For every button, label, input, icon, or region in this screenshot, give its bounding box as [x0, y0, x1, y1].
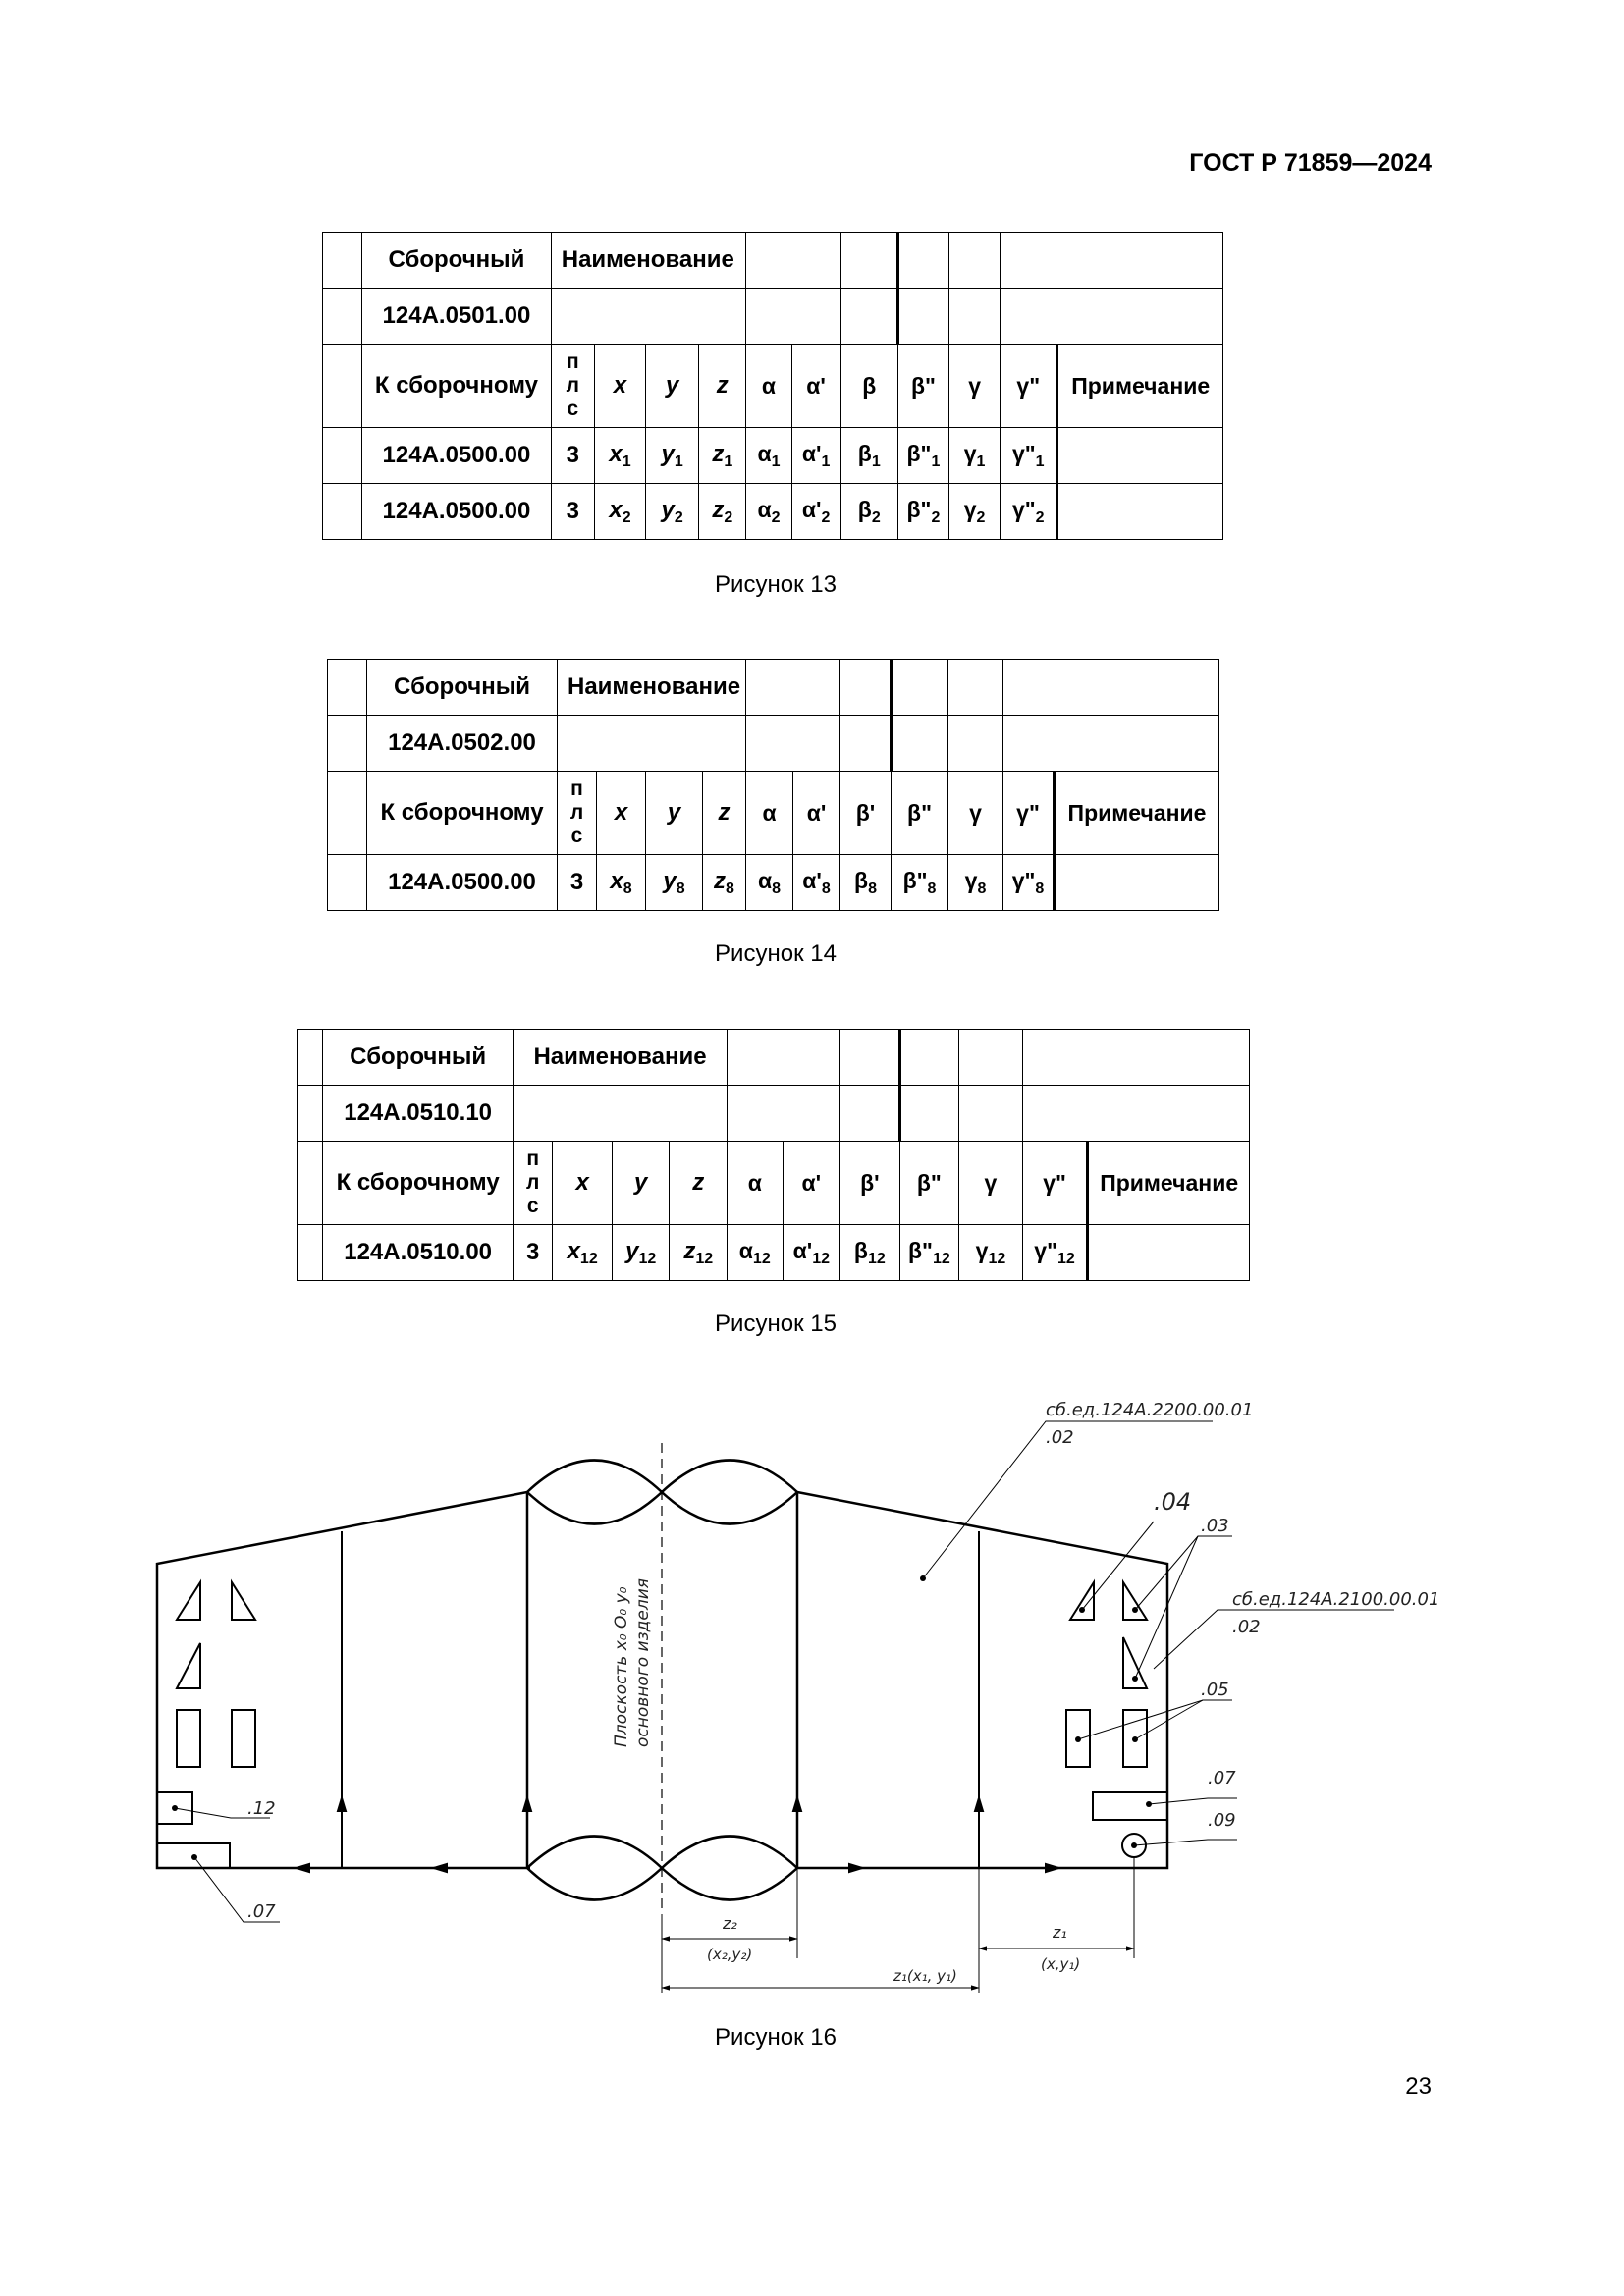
cylinder-bottom-right: [662, 1837, 797, 1900]
col-beta-prime: β': [840, 1142, 900, 1225]
empty-cell: [899, 1030, 959, 1086]
empty-cell: [840, 1086, 900, 1142]
table-fig14: [327, 659, 1219, 911]
label-assy-right-sub: .02: [1232, 1617, 1261, 1637]
cell-y: $y_8$: [646, 855, 703, 911]
note-label: Примечание: [1057, 345, 1223, 428]
table-row: [323, 428, 1223, 484]
triangle-right-1: [1070, 1582, 1094, 1620]
empty-cell: [959, 1086, 1023, 1142]
col-beta-dprime: β": [892, 772, 948, 855]
col-gamma: γ: [948, 772, 1003, 855]
label-03: .03: [1201, 1516, 1229, 1536]
col-z: z: [703, 772, 746, 855]
empty-cell: [746, 233, 840, 289]
to-assembly-label: К сборочному: [367, 772, 558, 855]
col-x: x: [553, 1142, 613, 1225]
col-x: x: [597, 772, 646, 855]
col-beta: β: [840, 345, 897, 428]
empty-cell: [1057, 428, 1223, 484]
label-plane-2: основного изделия: [633, 1578, 653, 1747]
empty-cell: [948, 660, 1003, 716]
cell-beta: $\beta_8$: [840, 855, 892, 911]
caption-fig14: Рисунок 14: [715, 940, 837, 967]
label-dim-z2-xy: (x₂,y₂): [707, 1946, 753, 1963]
bottom-rect-right: [1093, 1792, 1167, 1820]
col-alpha: α: [746, 345, 791, 428]
name-label: Наименование: [558, 660, 746, 716]
col-gamma-dprime: γ": [1003, 772, 1055, 855]
empty-cell: [728, 1086, 840, 1142]
assembly-code: 124А.0501.00: [362, 289, 552, 345]
label-dim-z1-xy: (x,y₁): [1041, 1955, 1081, 1973]
standard-header: ГОСТ Р 71859—2024: [1189, 149, 1432, 177]
cell-gamma-dprime: $\gamma"_8$: [1003, 855, 1055, 911]
assembly-code: 124А.0510.10: [323, 1086, 514, 1142]
empty-cell: [949, 233, 1001, 289]
pls-value: 3: [551, 428, 594, 484]
triangle-left-2: [232, 1582, 255, 1620]
cell-z: $z_1$: [699, 428, 746, 484]
empty-cell: [1057, 484, 1223, 540]
cell-gamma-dprime: $\gamma"_1$: [1001, 428, 1057, 484]
ref-code: 124А.0500.00: [362, 428, 552, 484]
cylinder-top-right: [662, 1461, 797, 1524]
note-label: Примечание: [1088, 1142, 1250, 1225]
empty-cell: [323, 484, 362, 540]
empty-cell: [746, 289, 840, 345]
empty-cell: [1022, 1030, 1249, 1086]
cell-beta-dprime: $\beta"_{12}$: [899, 1225, 959, 1281]
col-beta-dprime: β": [897, 345, 948, 428]
empty-cell: [1001, 233, 1223, 289]
col-alpha: α: [746, 772, 793, 855]
col-y: y: [646, 345, 699, 428]
empty-cell: [298, 1030, 323, 1086]
cell-alpha: $\alpha_2$: [746, 484, 791, 540]
empty-cell: [1055, 855, 1219, 911]
empty-cell: [323, 345, 362, 428]
page-number: 23: [1405, 2073, 1432, 2100]
col-z: z: [670, 1142, 728, 1225]
cell-gamma: $\gamma_8$: [948, 855, 1003, 911]
triangle-left-3: [177, 1643, 200, 1688]
empty-cell: [328, 855, 367, 911]
cylinder-top-left: [527, 1461, 662, 1524]
cell-z: $z_2$: [699, 484, 746, 540]
label-dim-z1: z₁: [1053, 1923, 1067, 1942]
label-04: .04: [1154, 1488, 1192, 1516]
col-gamma-dprime: γ": [1001, 345, 1057, 428]
triangle-left-1: [177, 1582, 200, 1620]
col-y: y: [612, 1142, 670, 1225]
empty-cell: [328, 660, 367, 716]
empty-cell: [298, 1225, 323, 1281]
label-assy-top: сб.ед.124А.2200.00.01: [1046, 1400, 1254, 1420]
empty-cell: [840, 1030, 900, 1086]
empty-cell: [323, 428, 362, 484]
pls-label: п л с: [551, 345, 594, 428]
pls-label: п л с: [514, 1142, 553, 1225]
col-alpha: α: [728, 1142, 784, 1225]
empty-cell: [840, 716, 892, 772]
empty-cell: [840, 233, 897, 289]
pls-label: п л с: [558, 772, 597, 855]
cell-beta: $\beta_2$: [840, 484, 897, 540]
cell-y: $y_1$: [646, 428, 699, 484]
table-row: [298, 1225, 1250, 1281]
empty-cell: [840, 660, 892, 716]
cell-z: $z_{12}$: [670, 1225, 728, 1281]
caption-fig15: Рисунок 15: [715, 1310, 837, 1337]
to-assembly-label: К сборочному: [323, 1142, 514, 1225]
col-gamma: γ: [949, 345, 1001, 428]
empty-cell: [558, 716, 746, 772]
empty-cell: [1003, 716, 1219, 772]
ref-code: 124А.0500.00: [367, 855, 558, 911]
empty-cell: [948, 716, 1003, 772]
empty-cell: [892, 716, 948, 772]
caption-fig16: Рисунок 16: [715, 2024, 837, 2051]
label-07-right: .07: [1208, 1768, 1236, 1789]
empty-cell: [1001, 289, 1223, 345]
label-09: .09: [1208, 1810, 1236, 1831]
name-label: Наименование: [551, 233, 746, 289]
cell-alpha-prime: $\alpha'_1$: [791, 428, 840, 484]
cell-alpha-prime: $\alpha'_{12}$: [783, 1225, 840, 1281]
empty-cell: [746, 716, 840, 772]
figure16-drawing: [137, 1384, 1440, 1993]
empty-cell: [298, 1086, 323, 1142]
leader-05: [1078, 1700, 1232, 1739]
col-y: y: [646, 772, 703, 855]
col-z: z: [699, 345, 746, 428]
leader-05b: [1135, 1700, 1203, 1739]
cell-gamma: $\gamma_2$: [949, 484, 1001, 540]
empty-cell: [899, 1086, 959, 1142]
table-row: [328, 855, 1219, 911]
slot-left-2: [232, 1710, 255, 1767]
cell-y: $y_{12}$: [612, 1225, 670, 1281]
cell-y: $y_2$: [646, 484, 699, 540]
empty-cell: [840, 289, 897, 345]
assembly-label: Сборочный: [367, 660, 558, 716]
cell-x: $x_{12}$: [553, 1225, 613, 1281]
cylinder-bottom-left: [527, 1837, 662, 1900]
empty-cell: [514, 1086, 728, 1142]
name-label: Наименование: [514, 1030, 728, 1086]
empty-cell: [1088, 1225, 1250, 1281]
pls-value: 3: [514, 1225, 553, 1281]
empty-cell: [728, 1030, 840, 1086]
cell-gamma-dprime: $\gamma"_{12}$: [1022, 1225, 1088, 1281]
table-fig13: [322, 232, 1223, 540]
leader-07-right: [1149, 1798, 1237, 1804]
caption-fig13: Рисунок 13: [715, 571, 837, 598]
cell-x: $x_1$: [594, 428, 645, 484]
assembly-label: Сборочный: [323, 1030, 514, 1086]
to-assembly-label: К сборочному: [362, 345, 552, 428]
col-alpha-prime: α': [791, 345, 840, 428]
ref-code: 124А.0500.00: [362, 484, 552, 540]
assembly-code: 124А.0502.00: [367, 716, 558, 772]
empty-cell: [746, 660, 840, 716]
empty-cell: [1022, 1086, 1249, 1142]
cell-alpha: $\alpha_1$: [746, 428, 791, 484]
ref-code: 124А.0510.00: [323, 1225, 514, 1281]
label-dim-z2: z₂: [723, 1914, 737, 1933]
col-gamma: γ: [959, 1142, 1023, 1225]
col-alpha-prime: α': [793, 772, 840, 855]
cell-gamma: $\gamma_{12}$: [959, 1225, 1023, 1281]
label-plane-1: Плоскость x₀ O₀ y₀: [612, 1586, 631, 1747]
leader-04: [1082, 1522, 1154, 1610]
col-alpha-prime: α': [783, 1142, 840, 1225]
col-beta-prime: β': [840, 772, 892, 855]
label-05: .05: [1201, 1680, 1229, 1700]
right-panel-outline: [797, 1492, 1167, 1868]
col-beta-dprime: β": [899, 1142, 959, 1225]
cell-alpha: $\alpha_8$: [746, 855, 793, 911]
empty-cell: [949, 289, 1001, 345]
label-dim-z1-long: z₁(x₁, y₁): [893, 1967, 957, 1985]
cell-beta: $\beta_1$: [840, 428, 897, 484]
pls-value: 3: [551, 484, 594, 540]
label-assy-top-sub: .02: [1046, 1427, 1074, 1448]
empty-cell: [892, 660, 948, 716]
empty-cell: [551, 289, 746, 345]
empty-cell: [328, 772, 367, 855]
cell-beta-dprime: $\beta"_2$: [897, 484, 948, 540]
note-label: Примечание: [1055, 772, 1219, 855]
cell-gamma-dprime: $\gamma"_2$: [1001, 484, 1057, 540]
leader-assy-right: [1154, 1610, 1394, 1669]
pls-value: 3: [558, 855, 597, 911]
empty-cell: [1003, 660, 1219, 716]
cell-beta: $\beta_{12}$: [840, 1225, 900, 1281]
slot-left-1: [177, 1710, 200, 1767]
table-fig15: [297, 1029, 1250, 1281]
leader-03: [1135, 1536, 1232, 1610]
cell-alpha-prime: $\alpha'_8$: [793, 855, 840, 911]
cell-alpha: $\alpha_{12}$: [728, 1225, 784, 1281]
table-row: [323, 484, 1223, 540]
cell-z: $z_8$: [703, 855, 746, 911]
label-07-left: .07: [247, 1901, 276, 1922]
empty-cell: [298, 1142, 323, 1225]
empty-cell: [897, 289, 948, 345]
label-assy-right: сб.ед.124А.2100.00.01: [1232, 1589, 1440, 1610]
empty-cell: [323, 233, 362, 289]
assembly-label: Сборочный: [362, 233, 552, 289]
empty-cell: [323, 289, 362, 345]
label-12: .12: [247, 1798, 276, 1819]
cell-beta-dprime: $\beta"_1$: [897, 428, 948, 484]
cell-x: $x_8$: [597, 855, 646, 911]
cell-x: $x_2$: [594, 484, 645, 540]
cell-alpha-prime: $\alpha'_2$: [791, 484, 840, 540]
leader-09: [1134, 1840, 1237, 1845]
empty-cell: [328, 716, 367, 772]
col-x: x: [594, 345, 645, 428]
cell-beta-dprime: $\beta"_8$: [892, 855, 948, 911]
triangle-right-2: [1123, 1582, 1147, 1620]
col-gamma-dprime: γ": [1022, 1142, 1088, 1225]
empty-cell: [897, 233, 948, 289]
cell-gamma: $\gamma_1$: [949, 428, 1001, 484]
empty-cell: [959, 1030, 1023, 1086]
